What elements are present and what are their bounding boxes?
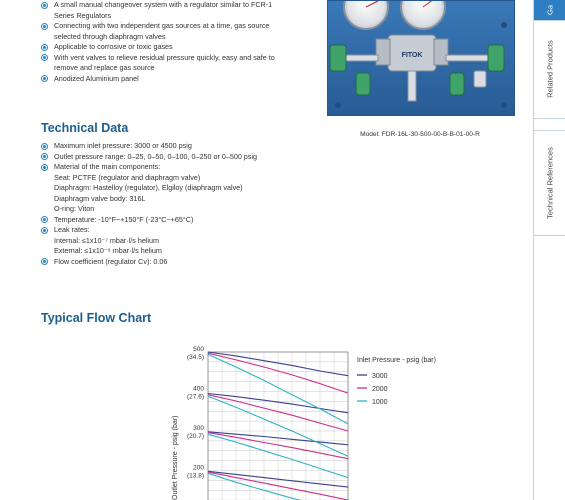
y-tick-label: 400 bbox=[193, 385, 204, 393]
list-item-text: Connecting with two independent gas sources at a time, gas source bbox=[54, 21, 270, 30]
list-item-text: Flow coefficient (regulator Cv): 0.06 bbox=[54, 256, 168, 266]
sidebar-nav bbox=[533, 0, 565, 500]
changeover-system-image bbox=[328, 1, 514, 115]
tab-technical-references[interactable] bbox=[534, 130, 565, 236]
list-item-text: Temperature: -10°F~+150°F (-23°C~+65°C) bbox=[54, 214, 194, 224]
legend-label: 3000 bbox=[372, 373, 388, 380]
bullet-icon bbox=[41, 258, 48, 265]
list-item-text: remove and replace gas source bbox=[54, 63, 155, 72]
list-item-text: Leak rates: bbox=[54, 225, 90, 234]
list-item bbox=[41, 42, 326, 53]
list-item-text: selected through diaphragm valves bbox=[54, 31, 166, 41]
list-item bbox=[41, 215, 326, 226]
bullet-icon bbox=[41, 75, 48, 82]
bullet-icon bbox=[41, 143, 48, 150]
legend-label: 2000 bbox=[372, 386, 388, 393]
list-item bbox=[41, 141, 326, 152]
bullet-icon bbox=[41, 164, 48, 171]
bullet-icon bbox=[41, 54, 48, 61]
list-item-text: Internal: ≤1x10⁻⁷ mbar·l/s helium bbox=[54, 235, 160, 245]
tab-related-products[interactable] bbox=[534, 20, 565, 119]
tab-gas-label: Ga bbox=[545, 4, 555, 16]
flow-chart-heading: Typical Flow Chart bbox=[41, 311, 152, 325]
y-tick-sublabel: (20.7) bbox=[187, 433, 204, 440]
photo-brand: FITOK bbox=[401, 52, 423, 59]
bullet-icon bbox=[41, 227, 48, 234]
bullet-icon bbox=[41, 153, 48, 160]
flow-chart bbox=[160, 340, 460, 500]
list-item bbox=[41, 162, 326, 215]
bullet-icon bbox=[41, 2, 48, 9]
technical-data-list bbox=[41, 141, 326, 267]
list-item-text: Anodized Aluminium panel bbox=[54, 73, 139, 83]
list-item-text: External: ≤1x10⁻⁹ mbar·l/s helium bbox=[54, 246, 162, 255]
chart-ticks bbox=[187, 346, 204, 500]
list-item-text: A small manual changeover system with a regulator similar to FCR-1 bbox=[54, 0, 273, 9]
list-item bbox=[41, 0, 326, 21]
legend-label: 1000 bbox=[372, 399, 388, 406]
bullet-icon bbox=[41, 23, 48, 30]
list-item bbox=[41, 257, 326, 268]
list-item-text: O-ring: Viton bbox=[54, 204, 95, 213]
y-axis-label: Outlet Pressure - psig (bar) bbox=[172, 415, 179, 500]
tab-related-products-label: Related Products bbox=[545, 40, 555, 98]
list-item bbox=[41, 225, 326, 257]
list-item bbox=[41, 152, 326, 163]
photo-caption: Model: FDR-16L-30-500-00-B-B-01-00-R bbox=[360, 131, 480, 138]
feature-list bbox=[41, 0, 326, 84]
list-item-text: Maximum inlet pressure: 3000 or 4500 psig bbox=[54, 141, 192, 150]
y-tick-sublabel: (27.6) bbox=[187, 393, 204, 401]
list-item bbox=[41, 74, 326, 85]
legend-title: Inlet Pressure - psig (bar) bbox=[357, 357, 436, 364]
technical-data-heading: Technical Data bbox=[41, 121, 129, 135]
list-item-text: Applicable to corrosive or toxic gases bbox=[54, 42, 173, 51]
list-item bbox=[41, 53, 326, 74]
list-item bbox=[41, 21, 326, 42]
y-tick-sublabel: (13.8) bbox=[187, 472, 204, 480]
y-tick-label: 200 bbox=[193, 464, 204, 472]
list-item-text: With vent valves to relieve residual pressure quickly, easy and safe to bbox=[54, 52, 275, 62]
chart-grid bbox=[208, 352, 348, 500]
list-item-text: Diaphragm: Hastelloy (regulator), Elgiloy (diaphragm valve) bbox=[54, 183, 243, 192]
tab-technical-references-label: Technical References bbox=[545, 147, 555, 219]
list-item-text: Diaphragm valve body: 316L bbox=[54, 193, 146, 203]
list-item-text: Series Regulators bbox=[54, 10, 112, 20]
y-tick-sublabel: (34.5) bbox=[187, 354, 204, 361]
y-tick-label: 500 bbox=[193, 346, 204, 353]
bullet-icon bbox=[41, 216, 48, 223]
chart-legend bbox=[357, 357, 436, 406]
list-item-text: Outlet pressure range: 0–25, 0–50, 0–100, 0–250 or 0–500 psig bbox=[54, 151, 257, 161]
y-tick-label: 300 bbox=[193, 425, 204, 432]
bullet-icon bbox=[41, 44, 48, 51]
product-photo bbox=[327, 0, 515, 116]
list-item-text: Seat: PCTFE (regulator and diaphragm valve) bbox=[54, 172, 201, 182]
tab-gas[interactable] bbox=[534, 0, 565, 21]
list-item-text: Material of the main components: bbox=[54, 162, 161, 171]
